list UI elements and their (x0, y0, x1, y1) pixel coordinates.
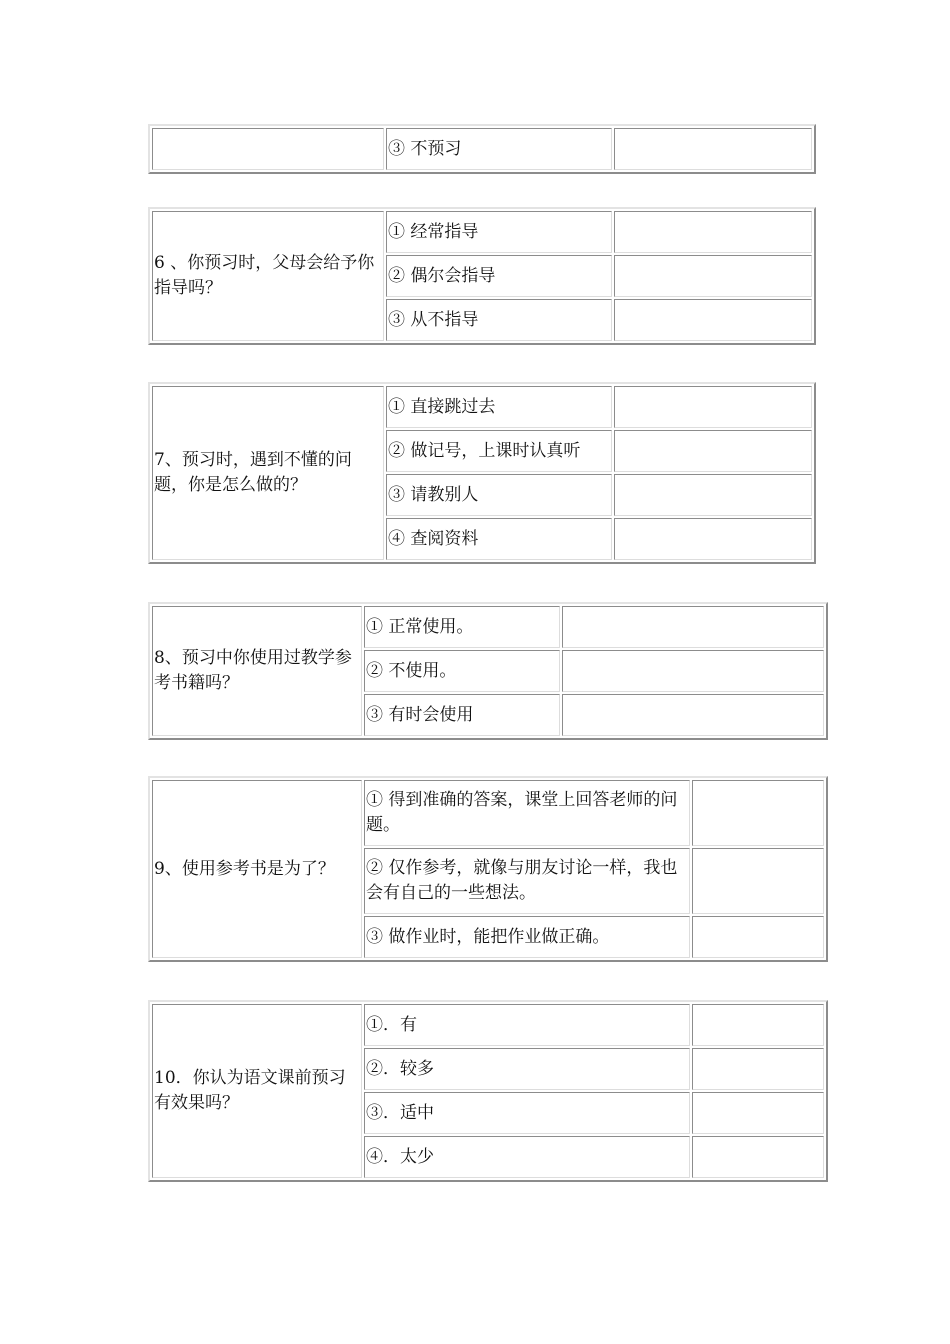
answer-cell[interactable] (562, 694, 824, 736)
option-row (152, 780, 824, 846)
option-row (152, 606, 824, 648)
question-table-9 (148, 776, 828, 962)
question-table-7 (148, 382, 816, 564)
option-cell: ③．适中 (364, 1092, 690, 1134)
option-row (152, 386, 812, 428)
answer-cell[interactable] (692, 780, 824, 846)
answer-cell[interactable] (562, 606, 824, 648)
option-cell: ③ 做作业时，能把作业做正确。 (364, 916, 690, 958)
option-cell: ②．较多 (364, 1048, 690, 1090)
option-cell: ② 仅作参考，就像与朋友讨论一样，我也会有自己的一些想法。 (364, 848, 690, 914)
option-cell: ④．太少 (364, 1136, 690, 1178)
option-cell: ③ 从不指导 (386, 299, 612, 341)
option-cell: ① 得到准确的答案，课堂上回答老师的问题。 (364, 780, 690, 846)
answer-cell[interactable] (692, 1004, 824, 1046)
answer-cell[interactable] (614, 430, 812, 472)
question-cell: 10．你认为语文课前预习有效果吗？ (152, 1004, 362, 1178)
option-cell: ① 经常指导 (386, 211, 612, 253)
answer-cell[interactable] (614, 255, 812, 297)
answer-cell[interactable] (614, 386, 812, 428)
option-cell: ④ 查阅资料 (386, 518, 612, 560)
option-cell: ③ 请教别人 (386, 474, 612, 516)
answer-cell[interactable] (614, 474, 812, 516)
option-cell: ①．有 (364, 1004, 690, 1046)
option-row (152, 211, 812, 253)
question-table-5-tail (148, 124, 816, 174)
option-cell: ③ 有时会使用 (364, 694, 560, 736)
answer-cell[interactable] (692, 848, 824, 914)
option-cell: ② 偶尔会指导 (386, 255, 612, 297)
answer-cell[interactable] (562, 650, 824, 692)
option-cell: ② 不使用。 (364, 650, 560, 692)
answer-cell[interactable] (692, 1136, 824, 1178)
option-cell: ① 直接跳过去 (386, 386, 612, 428)
question-cell: 8、预习中你使用过教学参考书籍吗？ (152, 606, 362, 736)
answer-cell[interactable] (614, 299, 812, 341)
answer-cell[interactable] (692, 1092, 824, 1134)
answer-cell[interactable] (614, 518, 812, 560)
option-cell: ② 做记号，上课时认真听 (386, 430, 612, 472)
option-cell: ① 正常使用。 (364, 606, 560, 648)
option-row (152, 128, 812, 170)
answer-cell[interactable] (692, 1048, 824, 1090)
question-table-6 (148, 207, 816, 345)
question-cell: 6 、你预习时，父母会给予你指导吗？ (152, 211, 384, 341)
question-table-10 (148, 1000, 828, 1182)
question-cell: 9、使用参考书是为了？ (152, 780, 362, 958)
answer-cell[interactable] (692, 916, 824, 958)
question-cell: 7、预习时，遇到不懂的问题，你是怎么做的？ (152, 386, 384, 560)
answer-cell[interactable] (614, 128, 812, 170)
question-cell (152, 128, 384, 170)
option-cell: ③ 不预习 (386, 128, 612, 170)
question-table-8 (148, 602, 828, 740)
answer-cell[interactable] (614, 211, 812, 253)
option-row (152, 1004, 824, 1046)
